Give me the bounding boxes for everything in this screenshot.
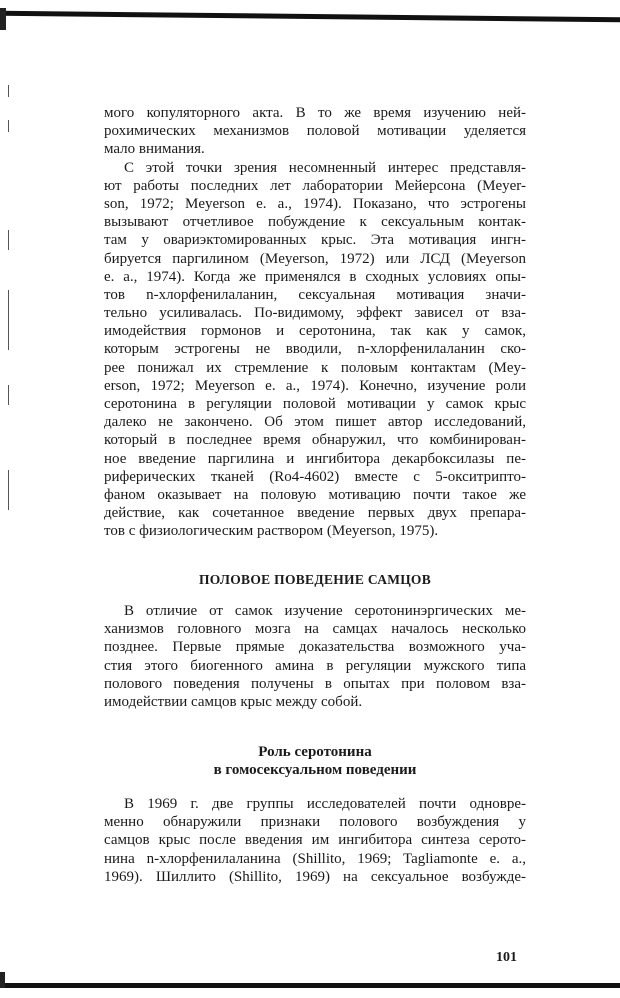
text-line: менно обнаружили признаки полового возбуждения у xyxy=(104,814,526,831)
bottom-left-corner-mark xyxy=(0,972,5,988)
paragraph-1 xyxy=(104,104,526,159)
text-line: имодействии самцов крыс между собой. xyxy=(104,693,363,710)
text-line: риферических тканей (Ro4-4602) вместе с 5-окситрипто- xyxy=(104,468,526,485)
text-line: тельно усиливалась. По-видимому, эффект зависел от вза- xyxy=(104,305,526,322)
text-line: С этой точки зрения несомненный интерес представля- xyxy=(124,159,526,176)
paragraph-2 xyxy=(104,159,526,541)
text-line: серотонина в регуляции половой мотивации у самок крыс xyxy=(104,396,526,413)
text-line: тов n-хлорфенилаланин, сексуальная мотивация значи- xyxy=(104,286,526,303)
margin-mark xyxy=(8,230,9,250)
margin-mark xyxy=(8,470,9,510)
text-line: son, 1972; Meyerson e. a., 1974). Показано, что эстрогены xyxy=(104,195,526,212)
margin-mark xyxy=(8,385,9,405)
section-heading: ПОЛОВОЕ ПОВЕДЕНИЕ САМЦОВ xyxy=(198,572,432,587)
text-line: рохимических механизмов половой мотивации уделяется xyxy=(104,123,526,140)
text-line: имодействия гормонов и серотонина, так как у самок, xyxy=(104,323,526,340)
text-line: мого копуляторного акта. В то же время изучению ней- xyxy=(104,105,526,121)
text-line: e. a., 1974). Когда же применялся в сходных условиях опы- xyxy=(104,268,526,285)
text-line: полового поведения получены в опытах при половом вза- xyxy=(104,675,526,692)
paragraph-3 xyxy=(104,602,526,711)
text-line: рее понижал их стремление к половым контактам (Mey- xyxy=(104,359,526,376)
text-line: фаном оказывает на половую мотивацию почти такое же xyxy=(104,486,526,503)
text-line: далеко не закончено. Об этом пишет автор исследований, xyxy=(104,414,526,431)
text-line: мало внимания. xyxy=(104,141,205,158)
top-left-corner-mark xyxy=(0,8,6,30)
text-line: позднее. Первые прямые доказательства возможного уча- xyxy=(104,639,526,656)
text-line: В отличие от самок изучение серотонинэргических ме- xyxy=(124,603,526,619)
text-line: В 1969 г. две группы исследователей почти одновре- xyxy=(124,796,526,812)
text-line: ханизмов головного мозга на самцах началось несколько xyxy=(104,621,526,638)
subheading-line-1: Роль серотонина xyxy=(258,744,372,760)
subheading-line-2: в гомосексуальном поведении xyxy=(213,762,417,778)
text-line: стия этого биогенного амина в регуляции мужского типа xyxy=(104,657,526,674)
top-page-border xyxy=(0,11,620,22)
margin-mark xyxy=(8,290,9,350)
text-line: действие, как сочетанное введение первых двух препара- xyxy=(104,505,526,522)
text-line: которым эстрогены не вводили, n-хлорфенилаланин ско- xyxy=(104,341,526,358)
text-line: нина n-хлорфенилаланина (Shillito, 1969; Tagliamonte e. a., xyxy=(104,850,526,867)
text-line: ное введение паргилина и ингибитора декарбоксилазы пе- xyxy=(104,450,526,467)
text-line: тов с физиологическим раствором (Meyerson, 1975). xyxy=(104,523,439,540)
text-line: там у овариэктомированных крыс. Эта мотивация ингн- xyxy=(104,232,526,249)
bottom-page-border xyxy=(0,983,620,988)
margin-mark xyxy=(8,120,9,132)
text-line: самцов крыс после введения им ингибитора синтеза серото- xyxy=(104,832,526,849)
text-line: ют работы последних лет лаборатории Мейерсона (Meyer- xyxy=(104,177,526,194)
page-number: 101 xyxy=(496,950,517,965)
text-line: 1969). Шиллито (Shillito, 1969) на сексуальное возбужде- xyxy=(104,868,526,885)
text-line: вызывают отчетливое побуждение к сексуальным контак- xyxy=(104,214,526,231)
text-line: erson, 1972; Meyerson e. a., 1974). Конечно, изучение роли xyxy=(104,377,526,394)
margin-mark xyxy=(8,85,9,97)
text-line: бируется паргилином (Meyerson, 1972) или ЛСД (Meyerson xyxy=(104,250,526,267)
paragraph-4 xyxy=(104,795,526,886)
text-line: который в последнее время обнаружил, что комбинирован- xyxy=(104,432,526,449)
